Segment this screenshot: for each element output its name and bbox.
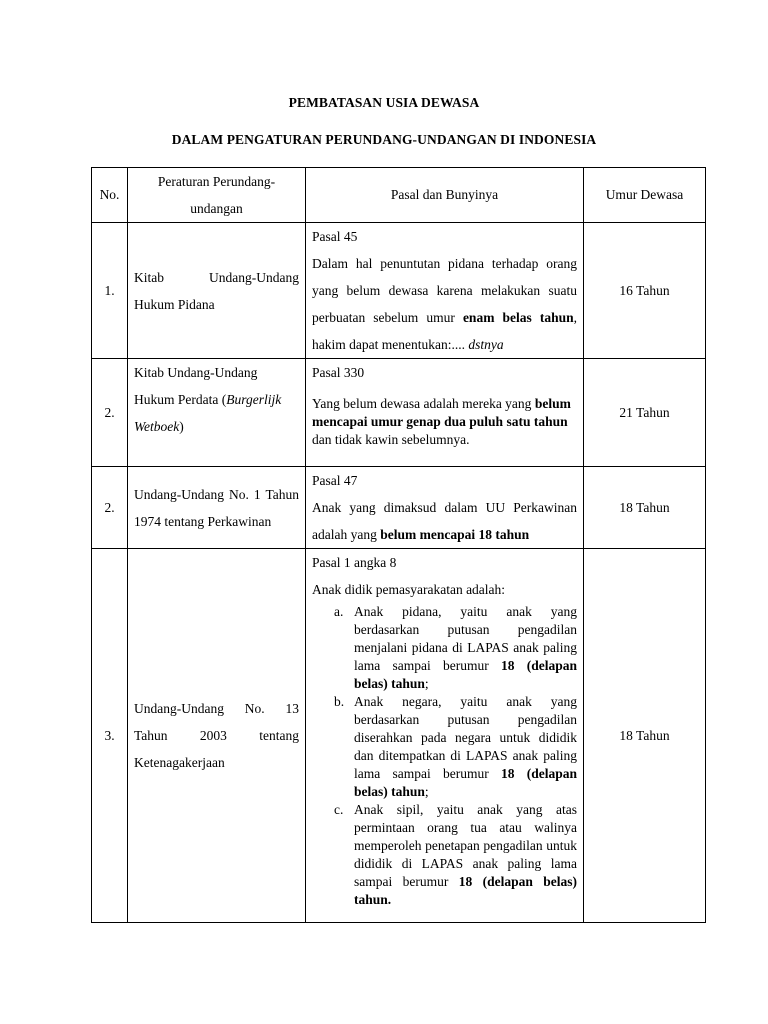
row-regulation — [128, 359, 306, 467]
table-header-row — [92, 168, 706, 223]
list-item-text: Anak sipil, yaitu anak yang atas permintaan orang tua atau walinya memperoleh penetapan pengadilan untuk dididik di LAPAS anak paling lama sampai berumur — [354, 802, 577, 889]
list-item — [312, 801, 577, 909]
article-title: Pasal 1 angka 8 — [312, 555, 397, 570]
row-age: 18 Tahun — [584, 467, 706, 549]
article-list — [312, 603, 577, 909]
article-text-plain: Dalam hal penuntutan pidana terhadap orang yang belum dewasa karena melakukan suatu perbuatan sebelum umur — [312, 256, 577, 325]
list-item-bold: 18 (delapan belas) tahun — [354, 766, 578, 799]
article-text-bold: belum mencapai 18 tahun — [380, 527, 530, 542]
regulation-text-plain: Kitab Undang-Undang Hukum Perdata ( — [134, 365, 258, 407]
row-regulation: Undang-Undang No. 13 Tahun 2003 tentang Ketenagakerjaan — [128, 549, 306, 923]
row-number: 2. — [92, 467, 128, 549]
article-text-bold: enam belas tahun — [462, 310, 574, 325]
document-subtitle: DALAM PENGATURAN PERUNDANG-UNDANGAN DI INDONESIA — [171, 132, 597, 147]
article-text-italic: dstnya — [468, 337, 504, 352]
article-text-plain: , hakim dapat menentukan:.... — [312, 310, 577, 352]
table-row — [92, 549, 706, 923]
row-number: 1. — [92, 223, 128, 359]
article-text — [312, 250, 577, 358]
article-text-plain: dan tidak kawin sebelumnya. — [312, 432, 470, 447]
table-row — [92, 467, 706, 549]
list-marker: b. — [334, 694, 345, 709]
article-intro: Anak didik pemasyarakatan adalah: — [312, 582, 506, 597]
list-item — [312, 603, 577, 693]
row-age: 18 Tahun — [584, 549, 706, 923]
article-text — [312, 395, 577, 449]
header-no: No. — [92, 168, 128, 223]
article-text — [312, 494, 577, 548]
regulation-text-plain: ) — [179, 419, 184, 434]
article-text-plain: Anak yang dimaksud dalam UU Perkawinan adalah yang — [312, 500, 577, 542]
article-title: Pasal 45 — [312, 229, 358, 244]
row-age: 16 Tahun — [584, 223, 706, 359]
table-row — [92, 223, 706, 359]
list-item — [312, 693, 577, 801]
list-marker: c. — [334, 802, 344, 817]
header-age: Umur Dewasa — [584, 168, 706, 223]
header-regulation: Peraturan Perundang-undangan — [128, 168, 306, 223]
list-item-bold: 18 (delapan belas) tahun. — [354, 874, 577, 907]
row-regulation: Kitab Undang-Undang Hukum Pidana — [128, 223, 306, 359]
row-article — [306, 223, 584, 359]
row-article — [306, 467, 584, 549]
row-regulation: Undang-Undang No. 1 Tahun 1974 tentang Perkawinan — [128, 467, 306, 549]
header-article: Pasal dan Bunyinya — [306, 168, 584, 223]
row-number: 2. — [92, 359, 128, 467]
row-article — [306, 549, 584, 923]
age-limit-table — [91, 167, 706, 923]
regulation-text-italic: Burgerlijk Wetboek — [134, 392, 282, 434]
article-title: Pasal 47 — [312, 473, 358, 488]
list-item-end: ; — [424, 676, 429, 691]
table-row — [92, 359, 706, 467]
row-number: 3. — [92, 549, 128, 923]
document-title: PEMBATASAN USIA DEWASA — [288, 95, 480, 110]
article-text-bold: belum mencapai umur genap dua puluh satu tahun — [312, 396, 571, 429]
list-item-bold: 18 (delapan belas) tahun — [354, 658, 578, 691]
row-article — [306, 359, 584, 467]
list-item-text: Anak pidana, yaitu anak yang berdasarkan putusan pengadilan menjalani pidana di LAPAS anak paling lama sampai berumur — [354, 604, 577, 673]
article-text-plain: Yang belum dewasa adalah mereka yang — [312, 396, 535, 411]
article-title: Pasal 330 — [312, 365, 365, 380]
row-age: 21 Tahun — [584, 359, 706, 467]
list-item-text: Anak negara, yaitu anak yang berdasarkan putusan pengadilan diserahkan pada negara untuk dididik dan ditempatkan di LAPAS anak paling lama sampai berumur — [354, 694, 577, 781]
list-marker: a. — [334, 604, 344, 619]
list-item-end: ; — [424, 784, 429, 799]
